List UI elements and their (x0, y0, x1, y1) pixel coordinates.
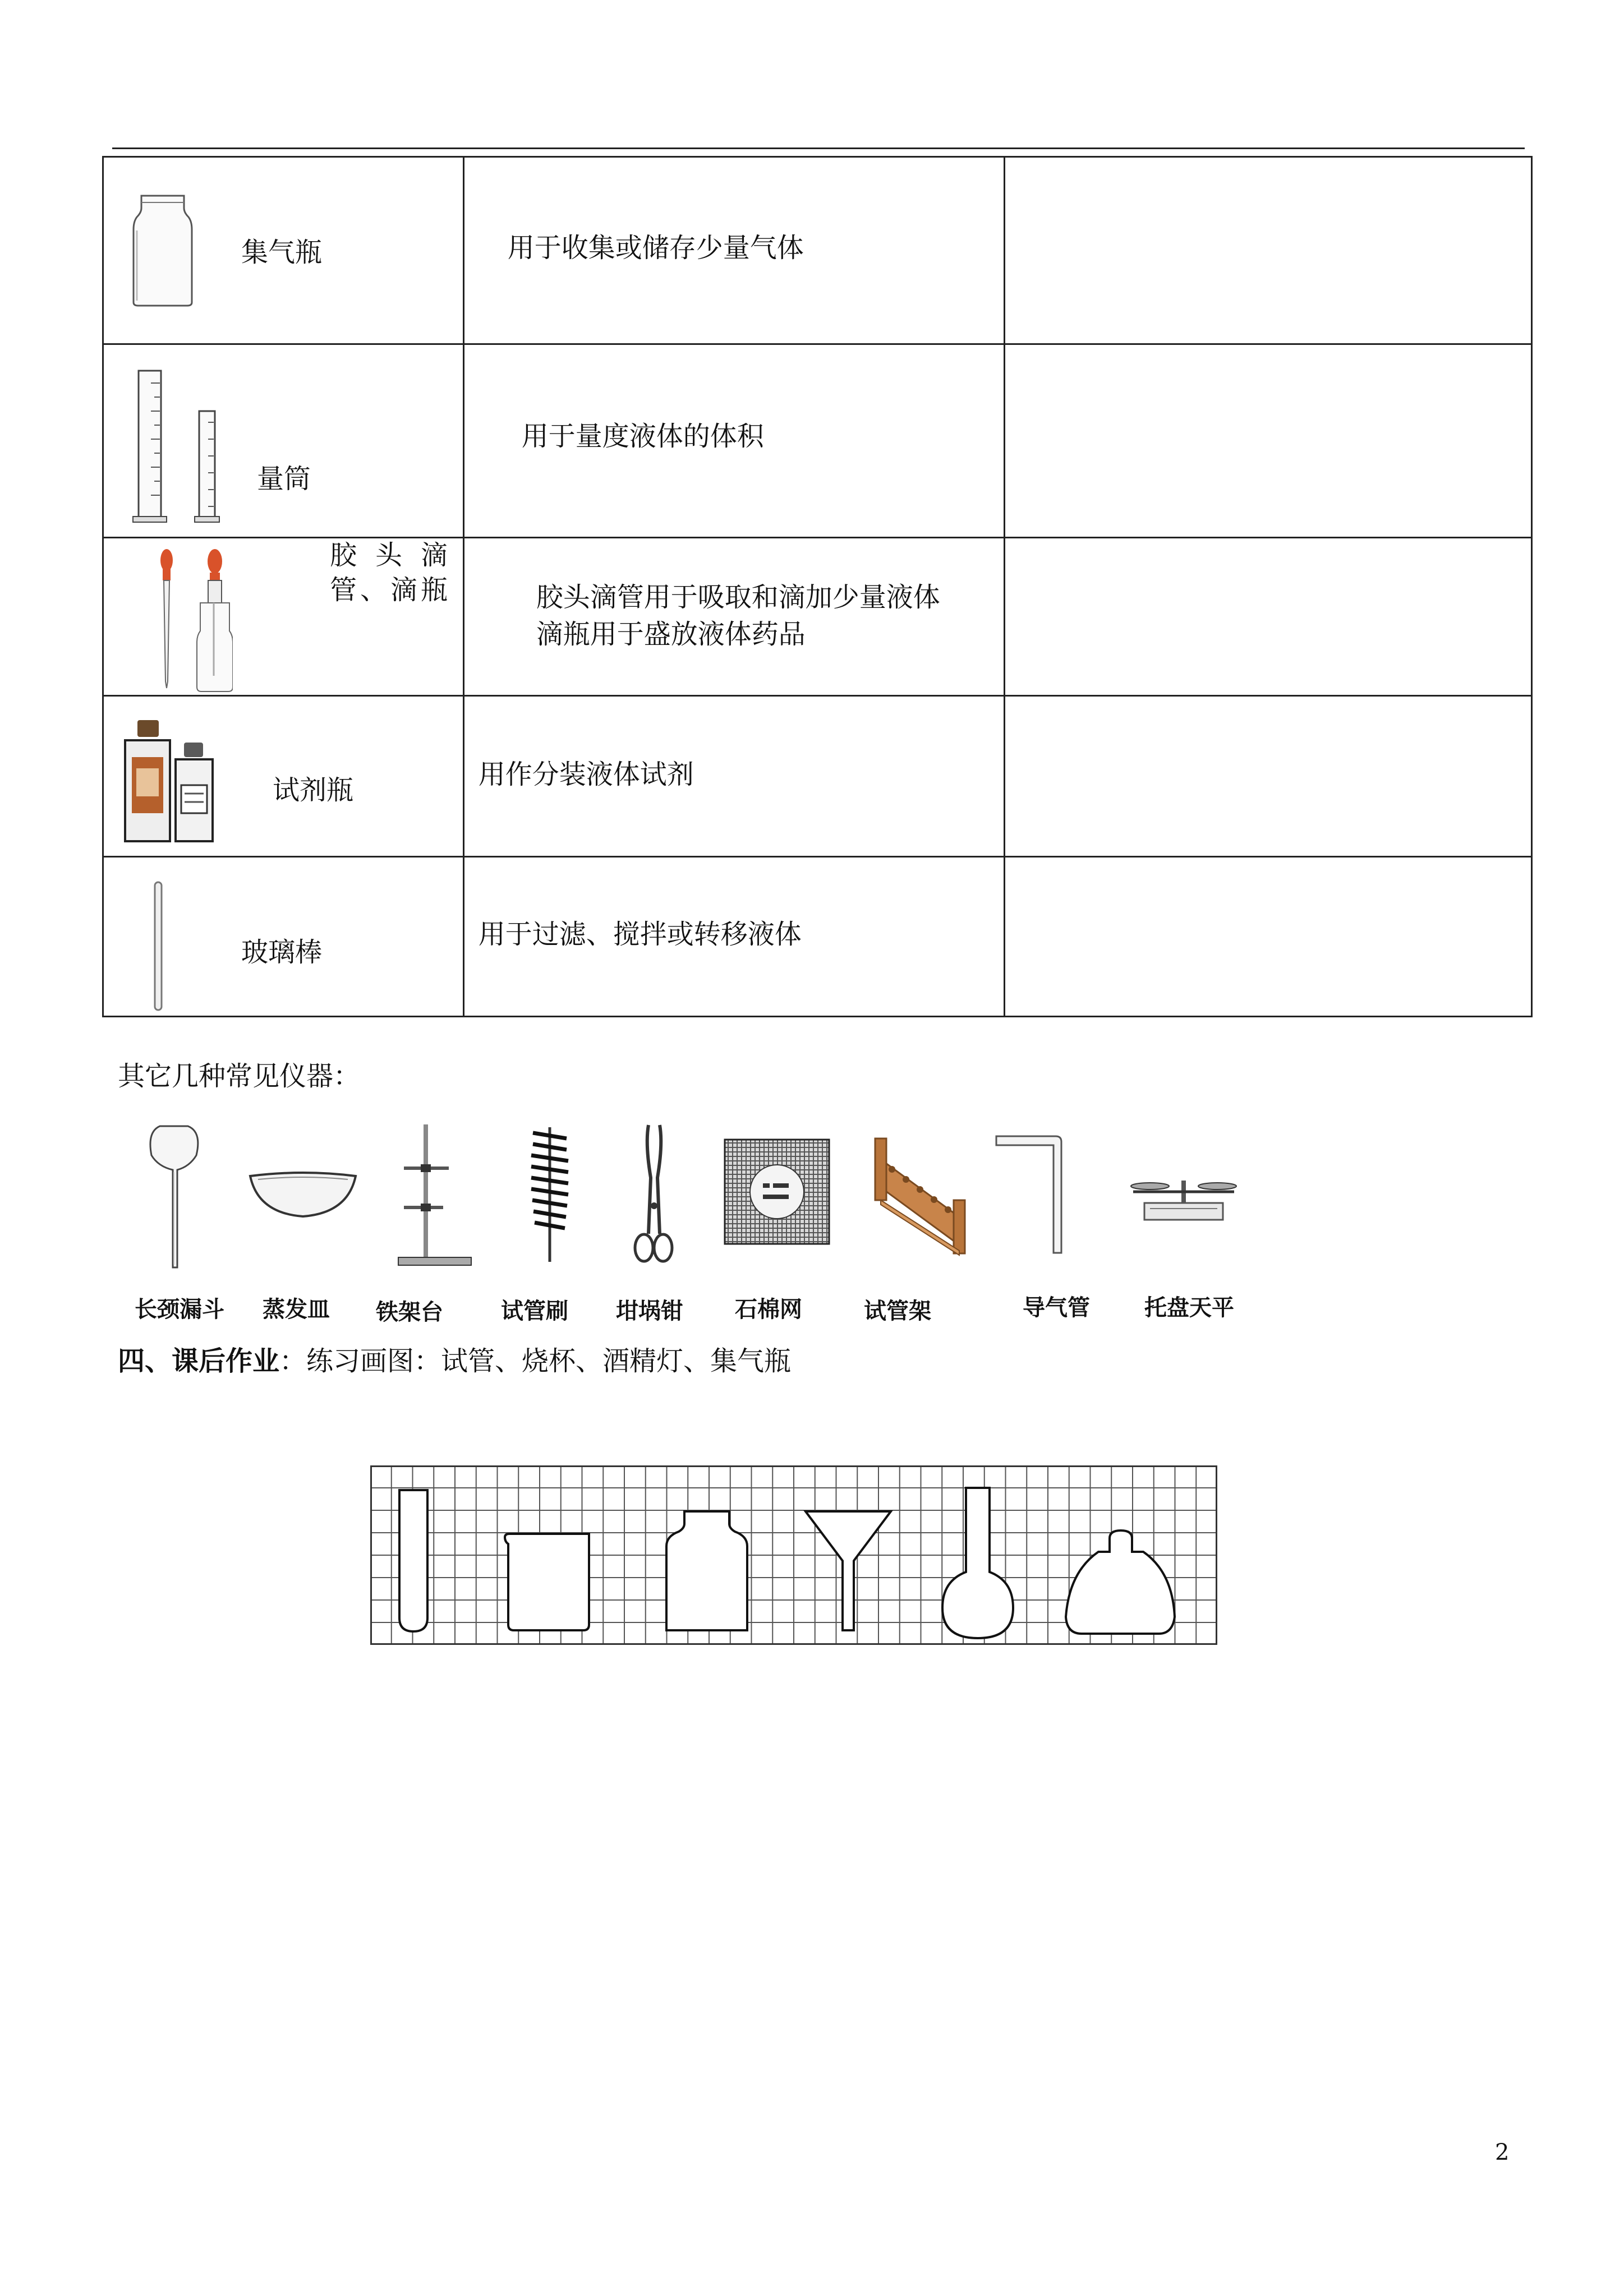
gallery-label: 试管架 (864, 1298, 931, 1324)
gallery-label: 蒸发皿 (263, 1297, 330, 1322)
dropper-icon (154, 547, 233, 695)
header-rule (112, 147, 1525, 149)
description-cell (463, 157, 1004, 344)
other-instruments-title: 其它几种常见仪器： (118, 1061, 361, 1092)
gallery-label: 试管刷 (501, 1298, 568, 1324)
instrument-cell (103, 157, 464, 344)
crucible-tongs-icon (628, 1122, 679, 1267)
alcohol-lamp-icon (1066, 1530, 1175, 1634)
instrument-cell (103, 538, 464, 696)
table-row (103, 157, 1532, 344)
gas-jar-icon (666, 1511, 747, 1630)
beaker-icon (505, 1534, 589, 1630)
page-number: 2 (1495, 2140, 1510, 2165)
description-cell (463, 344, 1004, 538)
instrument-name: 玻璃棒 (241, 937, 323, 968)
instrument-name: 试剂瓶 (273, 774, 354, 806)
iron-stand-icon (393, 1122, 477, 1267)
table-row (103, 857, 1532, 1017)
description-cell (463, 696, 1004, 857)
homework-line (118, 1339, 791, 1378)
gallery-label: 铁架台 (376, 1299, 443, 1325)
blank-cell (1004, 344, 1531, 538)
description-cell (463, 538, 1004, 696)
instrument-name: 胶头滴管、滴瓶 (330, 540, 448, 606)
homework-text: 练习画图：试管、烧杯、酒精灯、集气瓶 (306, 1345, 792, 1377)
balance-icon (1128, 1164, 1240, 1225)
table-row (103, 696, 1532, 857)
test-tube-rack-icon (864, 1133, 976, 1256)
homework-heading: 四、课后作业 (118, 1345, 280, 1377)
description-line: 用于收集或储存少量气体 (507, 232, 804, 264)
test-tube-icon (399, 1490, 427, 1631)
gas-jar-icon (129, 191, 196, 309)
gas-tube-icon (993, 1133, 1066, 1256)
description-line: 用作分装液体试剂 (478, 759, 694, 790)
gallery-label: 坩埚钳 (616, 1298, 683, 1324)
blank-cell (1004, 857, 1531, 1017)
instrument-description (479, 916, 802, 953)
homework-colon: ： (279, 1345, 307, 1377)
instrument-description (479, 756, 694, 793)
reagent-bottle-icon (119, 718, 232, 847)
description-line: 用于过滤、搅拌或转移液体 (478, 919, 802, 950)
instrument-cell (103, 696, 464, 857)
evaporating-dish-icon (247, 1169, 359, 1220)
instrument-description (536, 579, 940, 653)
instrument-description (522, 418, 764, 455)
instrument-description (508, 229, 804, 266)
test-tube-brush-icon (525, 1122, 575, 1267)
gallery-label: 长颈漏斗 (135, 1297, 224, 1322)
description-line: 用于量度液体的体积 (521, 421, 764, 452)
table-row (103, 344, 1532, 538)
instrument-name: 集气瓶 (241, 237, 323, 268)
gallery-label: 导气管 (1023, 1295, 1090, 1321)
drawing-practice-grid (370, 1465, 1217, 1645)
table-row (103, 538, 1532, 696)
instrument-cell (103, 344, 464, 538)
blank-cell (1004, 538, 1531, 696)
asbestos-gauze-icon (724, 1138, 830, 1245)
blank-cell (1004, 696, 1531, 857)
instrument-name: 量筒 (257, 463, 311, 495)
gallery-label: 石棉网 (735, 1297, 802, 1322)
description-line: 滴瓶用于盛放液体药品 (536, 619, 806, 650)
description-line: 胶头滴管用于吸取和滴加少量液体 (536, 582, 940, 613)
graduated-cylinder-icon (126, 366, 238, 529)
instrument-cell (103, 857, 464, 1017)
description-cell (463, 857, 1004, 1017)
instrument-table (102, 156, 1533, 1017)
gallery-label: 托盘天平 (1144, 1295, 1234, 1321)
glass-rod-icon (153, 881, 164, 1011)
long-neck-funnel-icon (140, 1122, 208, 1273)
blank-cell (1004, 157, 1531, 344)
